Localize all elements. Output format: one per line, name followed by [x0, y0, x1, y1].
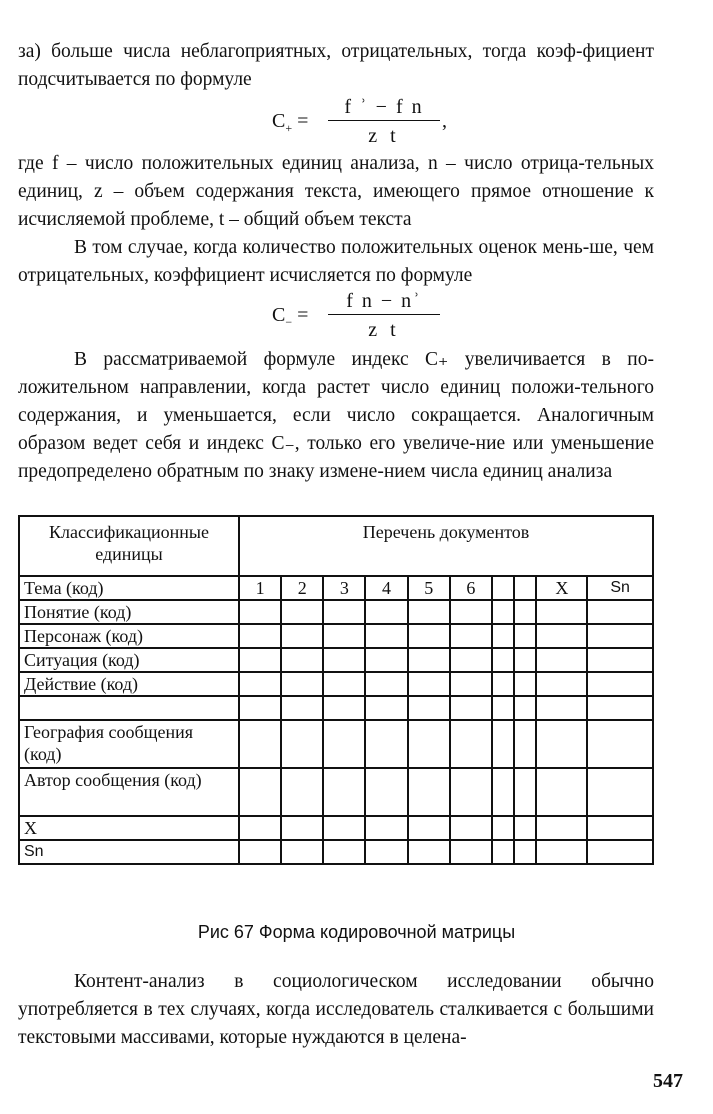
paragraph-5: Контент-анализ в социологическом исследовании обычно употребляется в тех случаях, когда исследователь сталкивается с большими текстовыми массивами, которые нуждаются в целена- [18, 971, 654, 1048]
table-cell [281, 720, 323, 768]
table-cell [365, 696, 407, 720]
table-row [19, 768, 653, 816]
formula-c-plus-denominator: z t [368, 125, 400, 147]
column-header: X [536, 576, 587, 600]
table-row [19, 696, 653, 720]
formula-c-plus-lhs: $C_+$ = [272, 110, 309, 135]
table-cell [281, 768, 323, 816]
table-cell [365, 672, 407, 696]
table-cell [239, 648, 281, 672]
table-cell [281, 648, 323, 672]
row-label: Sn [19, 840, 239, 864]
corner-header-cell: Классификационные единицы [19, 516, 239, 576]
table-cell [492, 672, 514, 696]
table-cell [365, 600, 407, 624]
table-cell [239, 624, 281, 648]
table-cell [450, 696, 492, 720]
table-cell [281, 672, 323, 696]
table-cell [323, 648, 365, 672]
table-row [19, 720, 653, 768]
row-label: Действие (код) [19, 672, 239, 696]
page-number: 547 [653, 1070, 683, 1092]
table-cell [450, 816, 492, 840]
column-header [492, 576, 514, 600]
table-cell [450, 768, 492, 816]
table-cell [514, 816, 536, 840]
table-cell [323, 768, 365, 816]
paragraph-2: где f – число положительных единиц анализа, n – число отрица-тельных единиц, z – объем содержания текста, имеющего прямое отношение к исчисляемой проблеме, t – общий объем текста [18, 153, 654, 230]
table-cell [323, 816, 365, 840]
table-cell [514, 840, 536, 864]
table-cell [239, 696, 281, 720]
formula-c-plus-comma: , [442, 110, 447, 132]
row-label: Ситуация (код) [19, 648, 239, 672]
row-label [19, 696, 239, 720]
table-row [19, 648, 653, 672]
table-cell [365, 648, 407, 672]
table-cell [587, 624, 653, 648]
table-cell [514, 624, 536, 648]
table-cell [239, 720, 281, 768]
formula-c-plus [272, 96, 452, 152]
formula-c-minus-fraction [328, 290, 440, 341]
table-cell [365, 840, 407, 864]
table-cell [239, 816, 281, 840]
table-cell [408, 648, 450, 672]
table-cell [239, 672, 281, 696]
formula-c-minus [272, 290, 452, 346]
table-cell [492, 696, 514, 720]
table-cell [323, 672, 365, 696]
table-cell [408, 840, 450, 864]
table-cell [514, 672, 536, 696]
table-cell [408, 600, 450, 624]
row-label: X [19, 816, 239, 840]
table-row [19, 840, 653, 864]
table-cell [365, 720, 407, 768]
table-cell [408, 672, 450, 696]
table-cell [365, 624, 407, 648]
table-cell [587, 696, 653, 720]
table-cell [281, 840, 323, 864]
table-cell [408, 768, 450, 816]
paragraph-3: В том случае, когда количество положительных оценок мень-ше, чем отрицательных, коэффициент исчисляется по формуле [18, 237, 654, 286]
figure-caption: Рис 67 Форма кодировочной матрицы [197, 922, 516, 942]
table-cell [492, 648, 514, 672]
table-cell [492, 624, 514, 648]
table-cell [323, 840, 365, 864]
row-label: Автор сообщения (код) [19, 768, 239, 816]
table-cell [514, 720, 536, 768]
table-cell [587, 840, 653, 864]
table-cell [281, 696, 323, 720]
formula-c-plus-fraction [328, 96, 440, 147]
table-cell [536, 720, 587, 768]
column-header: 1 [239, 576, 281, 600]
table-cell [587, 720, 653, 768]
row-label: Персонаж (код) [19, 624, 239, 648]
column-header: 6 [450, 576, 492, 600]
table-cell [450, 720, 492, 768]
table-cell [492, 600, 514, 624]
table-cell [536, 768, 587, 816]
table-cell [587, 600, 653, 624]
table-cell [365, 768, 407, 816]
table-cell [587, 816, 653, 840]
table-cell [323, 696, 365, 720]
table-cell [492, 768, 514, 816]
table-cell [587, 768, 653, 816]
table-cell [408, 816, 450, 840]
table-cell [492, 840, 514, 864]
coding-matrix-table [18, 515, 654, 865]
table-cell [587, 672, 653, 696]
table-cell [281, 600, 323, 624]
table-cell [450, 840, 492, 864]
paragraph-4: В рассматриваемой формуле индекс C₊ увеличивается в по-ложительном направлении, когда растет число единиц положи-тельного содержания, и уменьшается, если число сокращается. Аналогичным образом ведет себя и индекс C₋, только его увеличе-ние или уменьшение предопределено обратным по знаку измене-нием числа единиц анализа [18, 349, 654, 482]
table-cell [514, 648, 536, 672]
formula-c-minus-denominator: z t [368, 319, 400, 341]
column-header: 3 [323, 576, 365, 600]
table-cell [514, 600, 536, 624]
row-label: Тема (код) [19, 576, 239, 600]
column-header: Sn [587, 576, 653, 600]
table-header-row [19, 516, 653, 576]
table-cell [323, 600, 365, 624]
formula-c-minus-numerator: f n − nʾ [346, 290, 422, 312]
table-cell [239, 600, 281, 624]
table-cell [408, 696, 450, 720]
table-cell [536, 672, 587, 696]
row-label: Понятие (код) [19, 600, 239, 624]
table-cell [281, 624, 323, 648]
column-header: 2 [281, 576, 323, 600]
table-cell [450, 648, 492, 672]
table-cell [536, 696, 587, 720]
table-cell [587, 648, 653, 672]
table-row [19, 672, 653, 696]
table-row [19, 624, 653, 648]
table-cell [365, 816, 407, 840]
table-row [19, 600, 653, 624]
table-cell [408, 720, 450, 768]
table-cell [450, 600, 492, 624]
table-cell [408, 624, 450, 648]
table-cell [514, 696, 536, 720]
table-cell [239, 840, 281, 864]
table-cell [450, 624, 492, 648]
table-row [19, 816, 653, 840]
table-cell [492, 720, 514, 768]
table-cell [323, 624, 365, 648]
column-header: 4 [365, 576, 407, 600]
table-cell [323, 720, 365, 768]
table-cell [536, 840, 587, 864]
row-label: География сообщения (код) [19, 720, 239, 768]
paragraph-1: за) больше числа неблагоприятных, отрицательных, тогда коэф-фициент подсчитывается по формуле [18, 41, 654, 90]
table-cell [514, 768, 536, 816]
table-cell [536, 600, 587, 624]
table-cell [536, 624, 587, 648]
table-cell [239, 768, 281, 816]
table-cell [536, 648, 587, 672]
table-cell [281, 816, 323, 840]
table-cell [536, 816, 587, 840]
column-header: 5 [408, 576, 450, 600]
table-cell [492, 816, 514, 840]
column-header [514, 576, 536, 600]
formula-c-minus-lhs: $C_-$ = [272, 304, 309, 329]
table-row [19, 576, 653, 600]
formula-c-plus-numerator: f ʾ − f n [344, 96, 424, 118]
documents-header-cell: Перечень документов [239, 516, 653, 576]
table-cell [450, 672, 492, 696]
